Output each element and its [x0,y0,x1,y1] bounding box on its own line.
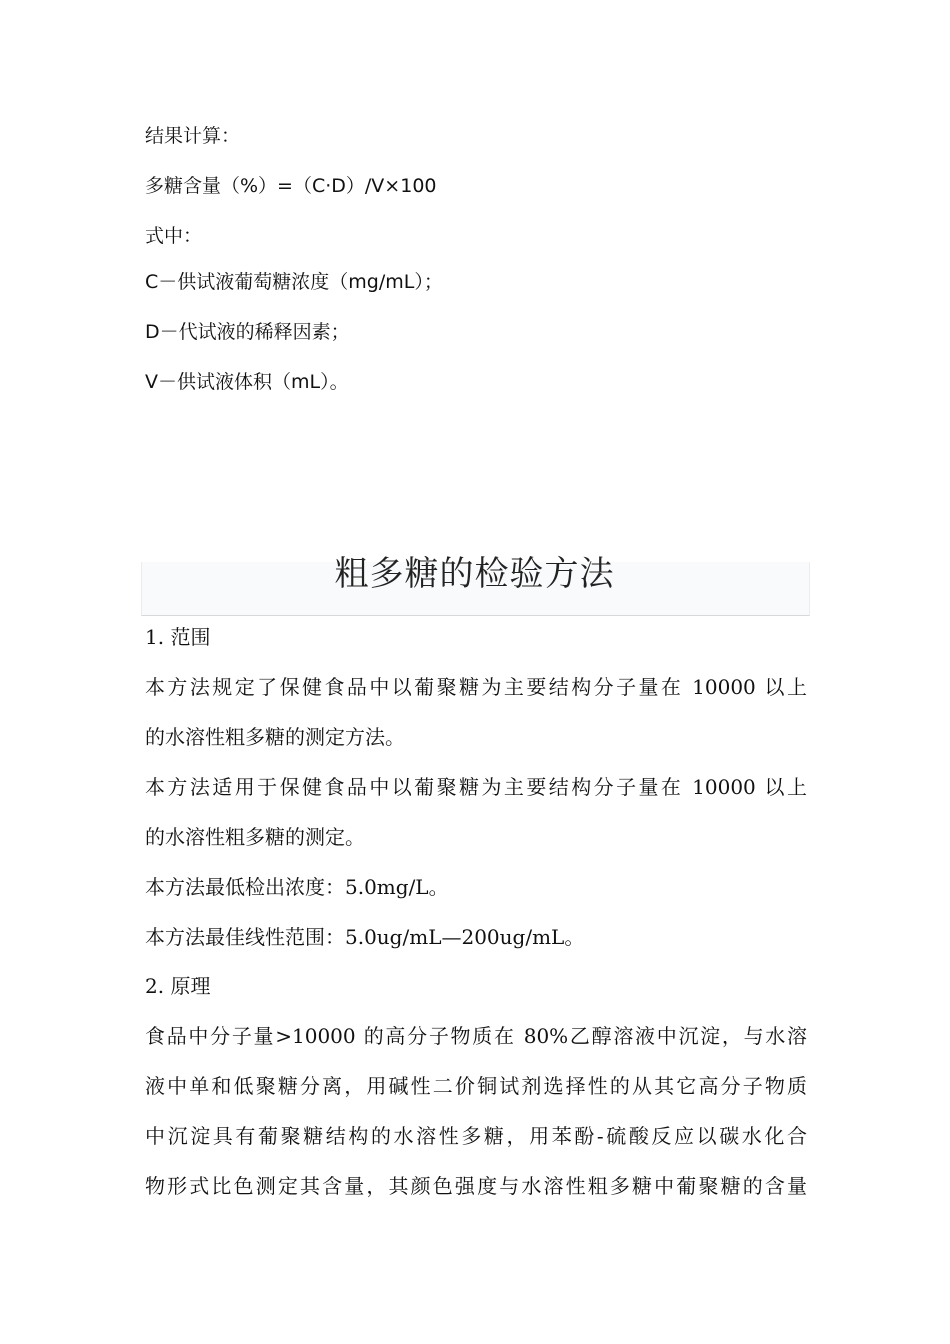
v-definition: V－供试液体积（mL）。 [145,371,349,393]
scope-paragraph-1-line-1: 本方法规定了保健食品中以葡聚糖为主要结构分子量在 10000 以上 [145,675,807,699]
principle-line-1: 食品中分子量>10000 的高分子物质在 80%乙醇溶液中沉淀，与水溶 [145,1024,807,1048]
scope-detection-limit: 本方法最低检出浓度：5.0mg/L。 [145,875,449,899]
principle-line-4: 物形式比色测定其含量，其颜色强度与水溶性粗多糖中葡聚糖的含量 [145,1174,807,1198]
d-definition: D－代试液的稀释因素； [145,321,350,343]
scope-heading: 1. 范围 [145,625,211,649]
principle-heading: 2. 原理 [145,974,211,998]
scope-paragraph-2-line-1: 本方法适用于保健食品中以葡聚糖为主要结构分子量在 10000 以上 [145,775,807,799]
c-definition: C－供试液葡萄糖浓度（mg/mL）； [145,271,443,293]
formula: 多糖含量（%）=（C·D）/V×100 [145,175,437,197]
section-title: 粗多糖的检验方法 [334,554,615,594]
where-label: 式中： [145,225,203,247]
scope-paragraph-1-line-2: 的水溶性粗多糖的测定方法。 [145,725,405,749]
calc-heading: 结果计算： [145,125,241,147]
scope-paragraph-2-line-2: 的水溶性粗多糖的测定。 [145,825,365,849]
scope-linear-range: 本方法最佳线性范围：5.0ug/mL—200ug/mL。 [145,925,585,949]
principle-line-3: 中沉淀具有葡聚糖结构的水溶性多糖，用苯酚-硫酸反应以碳水化合 [145,1124,807,1148]
principle-line-2: 液中单和低聚糖分离，用碱性二价铜试剂选择性的从其它高分子物质 [145,1074,807,1098]
